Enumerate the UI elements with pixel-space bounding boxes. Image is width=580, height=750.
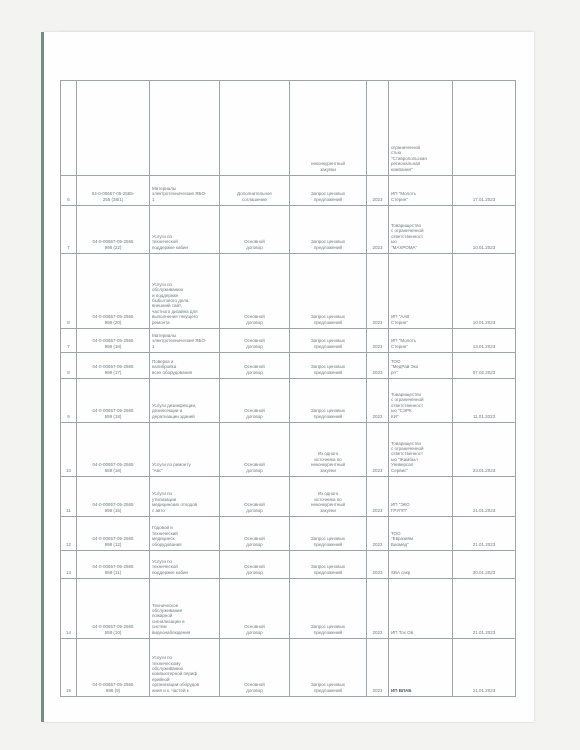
supplier-name: Товарищество с ограниченной ответственност ью "Жамбыл Универсал Сервис"	[389, 423, 453, 477]
contract-subject: Услуги по технической поддержке кабин	[150, 206, 220, 254]
contract-code: 04-0-00657-05-2565 558 (18)	[77, 423, 150, 477]
contract-date: 30.01.2023	[453, 551, 516, 579]
procurement-method: Запрос ценовых предложений	[290, 206, 367, 254]
procurement-method: Запрос ценовых предложений	[290, 329, 367, 353]
contract-year: 2023	[367, 477, 389, 517]
contract-subject: Годовой и технический медицинск оборудования	[150, 517, 220, 551]
table-row	[61, 176, 516, 206]
contract-date: 11.01.2023	[453, 379, 516, 423]
row-number: 9	[61, 379, 77, 423]
supplier-name: ИП "ААВ Стерин"	[389, 254, 453, 329]
contract-type: Основной договор	[220, 206, 290, 254]
procurement-method: Запрос ценовых предложений	[290, 176, 367, 206]
contract-date: 21.01.2023	[453, 477, 516, 517]
contract-date: 17.01.2023	[453, 176, 516, 206]
table-row	[61, 477, 516, 517]
contract-type: Основной договор	[220, 353, 290, 379]
contract-code: 04-0-00657-05-2565 998 (22)	[77, 206, 150, 254]
contract-date: 21.01.2023	[453, 517, 516, 551]
procurement-method: Запрос ценовых предложений	[290, 551, 367, 579]
supplier-name: ИП "Молоть Стерин"	[389, 176, 453, 206]
contract-subject: Услуги по обслуживанию и поддержке быбытового дела, внешний сайт, частного дизайна для выполнения текущего ремонта	[150, 254, 220, 329]
contract-code: 04-0-00657-05-2565 998 (20)	[77, 254, 150, 329]
procurement-method: Запрос ценовых предложений	[290, 254, 367, 329]
contract-type: Основной договор	[220, 329, 290, 353]
table-row	[61, 517, 516, 551]
scanned-page	[44, 32, 534, 722]
contract-year: 2023	[367, 329, 389, 353]
contract-subject: Материалы электротехнические ЯБО- 1	[150, 329, 220, 353]
contract-subject: Услуги дезинфекции, дезинсекции и дератизации зданий	[150, 379, 220, 423]
contract-code: 04-0-00657-05-2565 698 (9)	[77, 639, 150, 697]
contract-code: 04-0-00657-05-2565 559 (18)	[77, 379, 150, 423]
procurement-method: Из одного источника по неконкурентный закупки	[290, 477, 367, 517]
contract-type: Основной договор	[220, 579, 290, 639]
contract-code: 04-0-00657-05-2565 558 (10)	[77, 579, 150, 639]
table-row	[61, 81, 516, 176]
contract-type: Основной договор	[220, 379, 290, 423]
row-number	[61, 81, 77, 176]
contract-year: 2023	[367, 176, 389, 206]
row-number: 7	[61, 329, 77, 353]
supplier-name: ТОО "Евразиям Биомед"	[389, 517, 453, 551]
supplier-name: ИП Тох Ов	[389, 579, 453, 639]
supplier-name: SBA сакр	[389, 551, 453, 579]
contract-date: 23.01.2023	[453, 423, 516, 477]
contract-date: 21.01.2023	[453, 579, 516, 639]
contract-year: 2023	[367, 551, 389, 579]
contract-year: 2023	[367, 254, 389, 329]
procurement-method: Запрос ценовых предложений	[290, 353, 367, 379]
row-number: 12	[61, 517, 77, 551]
contract-type: Основной договор	[220, 423, 290, 477]
row-number: 15	[61, 639, 77, 697]
procurement-method: неконкурентный закупки	[290, 81, 367, 176]
contract-code: 04-0-00657-05-2565 998 (18)	[77, 329, 150, 353]
row-number: 10	[61, 423, 77, 477]
table-row	[61, 639, 516, 697]
table-row	[61, 329, 516, 353]
contract-code: 04-0-00657-05-2565 998 (17)	[77, 353, 150, 379]
procurement-method: Запрос ценовых предложений	[290, 517, 367, 551]
table-row	[61, 353, 516, 379]
table-row	[61, 254, 516, 329]
row-number: 11	[61, 477, 77, 517]
contract-code: 04-0-00657-05-2565 658 (11)	[77, 551, 150, 579]
contract-date	[453, 81, 516, 176]
contract-subject: Услуги по утилизации медицинских отходов с авто	[150, 477, 220, 517]
contract-code: 04-0-00657-05-2565 998 (12)	[77, 517, 150, 551]
supplier-name: Товарищество с ограниченной ответственност ью "МАХРОМА"	[389, 206, 453, 254]
row-number: 8	[61, 254, 77, 329]
contract-subject: Материалы электротехнические ЯБО- 1	[150, 176, 220, 206]
supplier-name: ИП "Молоть Стерин"	[389, 329, 453, 353]
contract-subject: Поверка и калибровка всех оборудования	[150, 353, 220, 379]
contract-subject: Техническое обслуживание пожарной сигнализации и систем видеонаблюдения	[150, 579, 220, 639]
row-number: 7	[61, 206, 77, 254]
table-row	[61, 206, 516, 254]
contract-year	[367, 81, 389, 176]
contract-code: 04-0-00657-05-2565- 255 (38/1)	[77, 176, 150, 206]
contract-code	[77, 81, 150, 176]
supplier-name: Товарищество с ограниченной ответственност ью "СЭРК КИ"	[389, 379, 453, 423]
procurement-method: Запрос ценовых предложений	[290, 379, 367, 423]
procurement-method: Запрос ценовых предложений	[290, 579, 367, 639]
supplier-name: ограниченной стью "Ставропольская региональная компания"	[389, 81, 453, 176]
contract-subject	[150, 81, 220, 176]
contract-year: 2023	[367, 423, 389, 477]
contract-type: Основной договор	[220, 551, 290, 579]
table-row	[61, 551, 516, 579]
contract-year: 2023	[367, 639, 389, 697]
row-number: 14	[61, 579, 77, 639]
supplier-name: ТОО "МедРай Эко рп"	[389, 353, 453, 379]
supplier-name: ИП ВЛАБ	[389, 639, 453, 697]
contract-code: 04-0-00657-05-2565 998 (15)	[77, 477, 150, 517]
procurement-method: Из одного источника по неконкурентный закупки	[290, 423, 367, 477]
row-number: 6	[61, 176, 77, 206]
supplier-name: ИП "ЭКО ГРУПП"	[389, 477, 453, 517]
procurement-method: Запрос ценовых предложений	[290, 639, 367, 697]
contract-type	[220, 81, 290, 176]
contracts-table	[60, 80, 516, 697]
contract-type: Дополнительное соглашение	[220, 176, 290, 206]
contract-year: 2023	[367, 517, 389, 551]
contract-subject: Услуги по техническому обслуживанию компьютерной периф ерийной организации оборудов ания и к. частей к	[150, 639, 220, 697]
contract-year: 2023	[367, 353, 389, 379]
row-number: 13	[61, 551, 77, 579]
contract-year: 2023	[367, 206, 389, 254]
contract-type: Основной договор	[220, 254, 290, 329]
contract-type: Основной договор	[220, 477, 290, 517]
contract-date: 07.02.2023	[453, 353, 516, 379]
table-row	[61, 379, 516, 423]
contract-subject: Услуги по технической поддержке кабин	[150, 551, 220, 579]
table-row	[61, 423, 516, 477]
contract-date: 13.01.2023	[453, 329, 516, 353]
row-number: 8	[61, 353, 77, 379]
contract-date: 10.01.2023	[453, 254, 516, 329]
contract-year: 2023	[367, 579, 389, 639]
contract-date: 21.01.2023	[453, 639, 516, 697]
table-row	[61, 579, 516, 639]
contract-type: Основной договор	[220, 517, 290, 551]
contract-year: 2023	[367, 379, 389, 423]
contract-date: 10.01.2023	[453, 206, 516, 254]
contract-subject: Услуги по ремонту "Авс"	[150, 423, 220, 477]
contract-type: Основной договор	[220, 639, 290, 697]
